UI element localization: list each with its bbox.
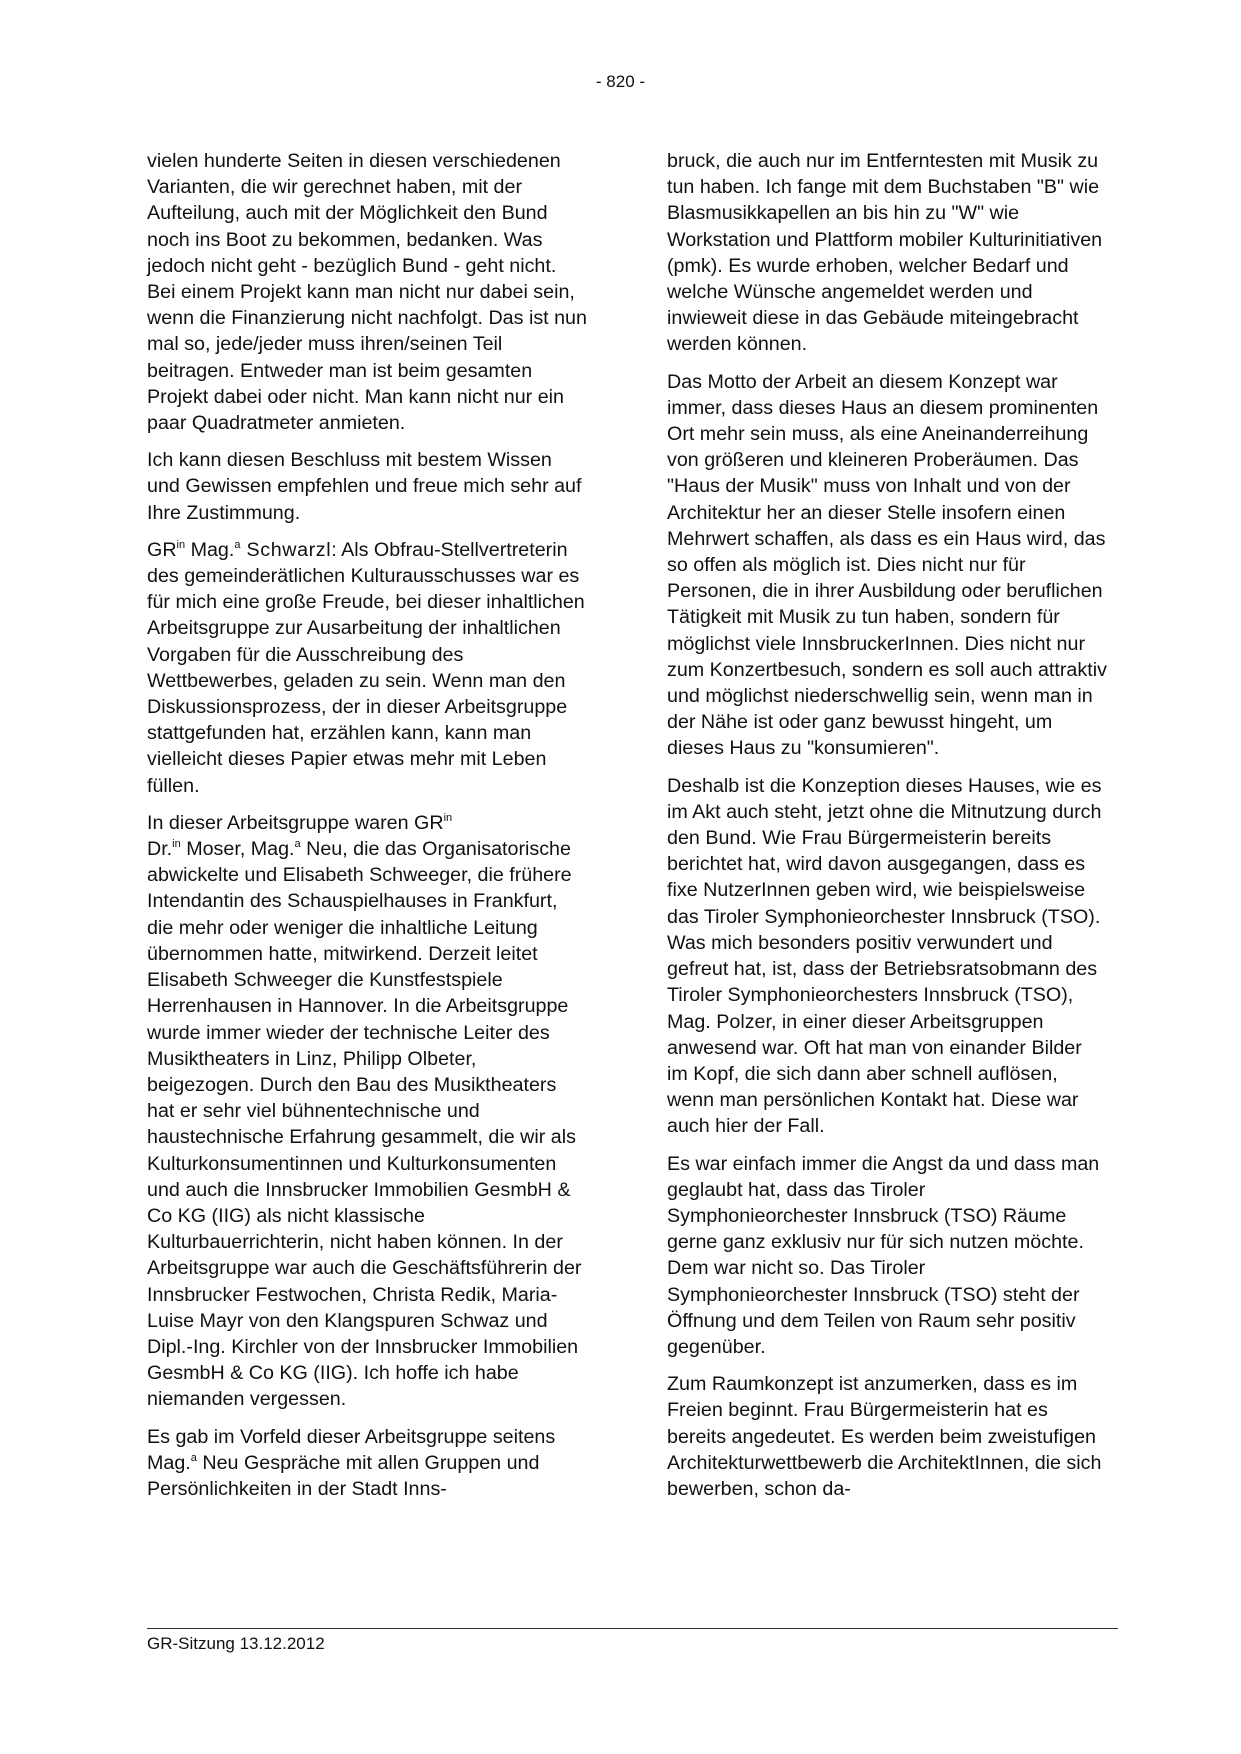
paragraph: vielen hunderte Seiten in diesen verschiedenen Varianten, die wir gerechnet haben, mit der Aufteilung, auch mit der Möglichkeit den Bund noch ins Boot zu bekommen, bedanken. Was jedoch nicht geht - bezüglich Bund - geht nicht. Bei einem Projekt kann man nicht nur dabei sein, wenn die Finanzierung nicht nachfolgt. Das ist nun mal so, jede/jeder muss ihren/seinen Teil beitragen. Entweder man ist beim gesamten Projekt dabei oder nicht. Man kann nicht nur ein paar Quadratmeter anmieten. (147, 150, 587, 435)
paragraph: bruck, die auch nur im Entferntesten mit Musik zu tun haben. Ich fange mit dem Buchstaben "B" wie Blasmusikkapellen an bis hin zu "W" wie Workstation und Plattform mobiler Kulturinitiativen (pmk). Es wurde erhoben, welcher Bedarf und welche Wünsche angemeldet werden und inwieweit diese in das Gebäude miteingebracht werden können. (667, 150, 1103, 356)
paragraph: Das Motto der Arbeit an diesem Konzept war immer, dass dieses Haus an diesem prominenten Ort mehr sein muss, als eine Aneinanderreihung von größeren und kleineren Proberäumen. Das "Haus der Musik" muss von Inhalt und von der Architektur her an dieser Stelle insofern einen Mehrwert schaffen, als dass es ein Haus wird, das so offen als möglich ist. Dies nicht nur für Personen, die in ihrer Ausbildung oder beruflichen Tätigkeit mit Musik zu tun haben, sondern für möglichst viele InnsbruckerInnen. Dies nicht nur zum Konzertbesuch, sondern es soll auch attraktiv und möglichst niederschwellig sein, wenn man in der Nähe ist oder ganz bewusst hingeht, um dieses Haus zu "konsumieren". (667, 370, 1107, 760)
speaker-title: GR (147, 538, 177, 561)
superscript: in (176, 538, 186, 551)
paragraph-text: Dr. (147, 838, 173, 861)
paragraph: Zum Raumkonzept ist anzumerken, dass es im Freien beginnt. Frau Bürgermeisterin hat es bereits angedeutet. Es werden beim zweistufigen Architekturwettbewerb die ArchitektInnen, die sich bewerben, schon da- (667, 1373, 1102, 1500)
speaker-degree: Mag. (185, 538, 235, 561)
superscript: a (294, 838, 301, 851)
paragraph: Deshalb ist die Konzeption dieses Hauses, wie es im Akt auch steht, jetzt ohne die Mitnutzung durch den Bund. Wie Frau Bürgermeisterin bereits berichtet hat, wird davon ausgegangen, dass es fixe NutzerInnen geben wird, wie beispielsweise das Tiroler Symphonieorchester Innsbruck (TSO). Was mich besonders positiv verwundert und gefreut hat, ist, dass der Betriebsratsobmann des Tiroler Symphonieorchesters Innsbruck (TSO), Mag. Polzer, in einer dieser Arbeitsgruppen anwesend war. Oft hat man von einander Bilder im Kopf, die sich dann aber schnell auflösen, wenn man persönlichen Kontakt hat. Diese war auch hier der Fall. (667, 774, 1102, 1138)
superscript: a (190, 1451, 197, 1464)
paragraph-text: Moser, Mag. (180, 838, 295, 861)
paragraph (147, 810, 587, 1413)
paragraph-text: : Als Obfrau-Stellvertreterin des gemeinderätlichen Kulturausschusses war es für mich eine große Freude, bei dieser inhaltlichen Arbeitsgruppe zur Ausarbeitung der inhaltlichen Vorgaben für die Ausschreibung des Wettbewerbes, geladen zu sein. Wenn man den Diskussionsprozess, der in dieser Arbeitsgruppe stattgefunden hat, erzählen kann, kann man vielleicht dieses Papier etwas mehr mit Leben füllen. (147, 538, 585, 797)
paragraph-text: Es gab im Vorfeld dieser Arbeitsgruppe seitens Mag. (147, 1425, 556, 1474)
paragraph-text: Neu Gespräche mit allen Gruppen und Persönlichkeiten in der Stadt Inns- (147, 1451, 540, 1500)
footer-divider (147, 1628, 1118, 1629)
superscript: a (234, 538, 241, 551)
paragraph: Ich kann diesen Beschluss mit bestem Wissen und Gewissen empfehlen und freue mich sehr auf Ihre Zustimmung. (147, 449, 582, 524)
superscript: in (443, 811, 453, 824)
paragraph: Es war einfach immer die Angst da und dass man geglaubt hat, dass das Tiroler Symphonieorchester Innsbruck (TSO) Räume gerne ganz exklusiv nur für sich nutzen möchte. Dem war nicht so. Das Tiroler Symphonieorchester Innsbruck (TSO) steht der Öffnung und dem Teilen von Raum sehr positiv gegenüber. (667, 1152, 1100, 1358)
right-column (667, 148, 1107, 1513)
speaker-name: Schwarzl (240, 538, 332, 561)
superscript: in (172, 838, 181, 851)
left-column (147, 148, 587, 1513)
page-number: - 820 - (595, 72, 646, 91)
speaker-paragraph (147, 537, 587, 799)
footer-session-date: GR-Sitzung 13.12.2012 (147, 1634, 325, 1653)
paragraph-text: Neu, die das Organisatorische abwickelte und Elisabeth Schweeger, die frühere Intendantin des Schauspielhauses in Frankfurt, die mehr oder weniger die inhaltliche Leitung übernommen hatte, mitwirkend. Derzeit leitet Elisabeth Schweeger die Kunstfestspiele Herrenhausen in Hannover. In die Arbeitsgruppe wurde immer wieder der technische Leiter des Musiktheaters in Linz, Philipp Olbeter, beigezogen. Durch den Bau des Musiktheaters hat er sehr viel bühnentechnische und haustechnische Erfahrung gesammelt, die wir als Kulturkonsumentinnen und Kulturkonsumenten und auch die Innsbrucker Immobilien GesmbH & Co KG (IIG) als nicht klassische Kulturbauerrichterin, nicht haben können. In der Arbeitsgruppe war auch die Geschäftsführerin der Innsbrucker Festwochen, Christa Redik, Maria-Luise Mayr von den Klangspuren Schwaz und Dipl.-Ing. Kirchler von der Innsbrucker Immobilien GesmbH & Co KG (IIG). Ich hoffe ich habe niemanden vergessen. (147, 838, 582, 1411)
paragraph (147, 1424, 587, 1503)
paragraph-text: In dieser Arbeitsgruppe waren GR (147, 811, 444, 834)
